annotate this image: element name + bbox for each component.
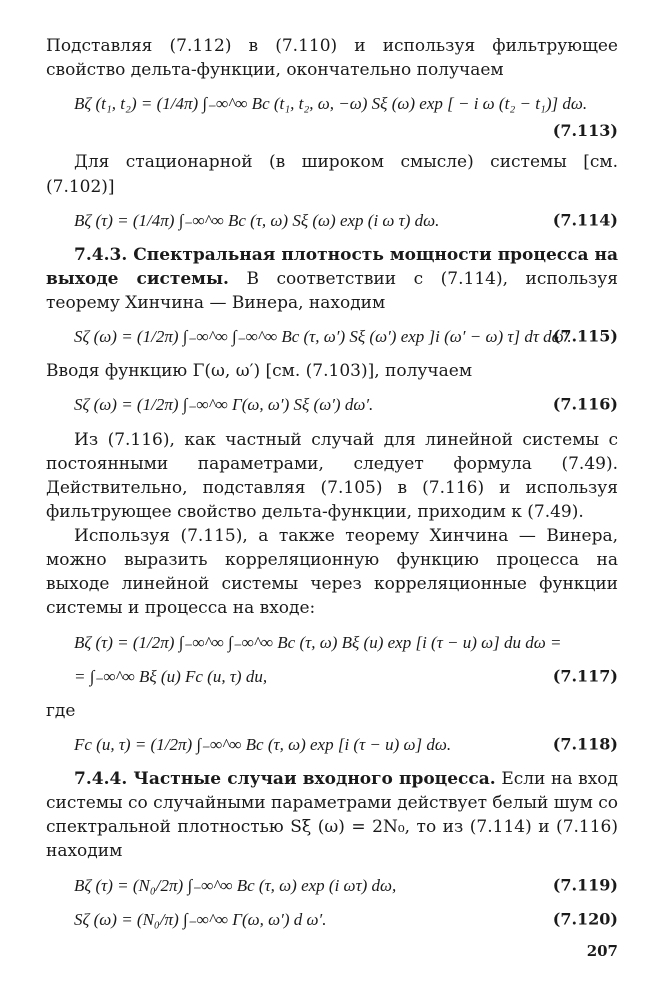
equation-7-120-number: (7.120): [552, 909, 618, 929]
paragraph-correlation: Используя (7.115), а также теорему Хинчина — Винера, можно выразить корреляционную функцию процесса на выходе линейной системы через корреляционные функции системы и процесса на входе:: [46, 526, 618, 619]
equation-7-118-formula: Fc (u, τ) = (1/2π) ∫₋∞^∞ Bc (τ, ω) exp [i (τ − u) ω] dω.: [74, 734, 452, 754]
equation-7-117-line2: [46, 665, 618, 689]
equation-7-114-formula: Bζ (τ) = (1/4π) ∫₋∞^∞ Bc (τ, ω) Sξ (ω) exp (i ω τ) dω.: [74, 210, 440, 230]
equation-7-115: [46, 325, 618, 349]
paragraph-intro: Подставляя (7.112) в (7.110) и используя фильтрующее свойство дельта-функции, окончательно получаем: [46, 36, 618, 81]
equation-7-116-number: (7.116): [552, 395, 618, 415]
equation-7-118-number: (7.118): [552, 734, 618, 754]
section-7-4-3: [46, 243, 618, 315]
equation-7-116: [46, 393, 618, 417]
equation-7-113-number: (7.113): [552, 120, 618, 140]
equation-7-117-line1: [46, 631, 618, 655]
section-7-4-3-text: В соответствии с (7.114), используя теорему Хинчина — Винера, находим: [46, 268, 619, 313]
equation-7-114: [46, 209, 618, 233]
paragraph-stationary: Для стационарной (в широком смысле) системы [см. (7.102)]: [46, 152, 618, 197]
section-7-4-3-title: 7.4.3. Спектральная плотность мощности процесса на выходе системы.: [46, 244, 618, 289]
section-7-4-4: [46, 767, 618, 864]
equation-7-120: [46, 908, 618, 932]
equation-7-113-formula: Bζ (t₁, t₂) = (1/4π) ∫₋∞^∞ Bc (t₁, t₂, ω, −ω) Sξ (ω) exp [ − i ω (t₂ − t₁)] dω.: [74, 94, 588, 114]
equation-7-117-formula-2: = ∫₋∞^∞ Bξ (u) Fc (u, τ) du,: [74, 666, 268, 686]
section-7-4-4-text: Если на вход системы со случайными параметрами действует белый шум со спектральной плотностью Sξ (ω) = 2N₀, то из (7.114) и (7.116) находим: [46, 769, 618, 862]
paragraph-special-case: Из (7.116), как частный случай для линейной системы с постоянными параметрами, следует формула (7.49). Действительно, подставляя (7.105) в (7.116) и используя фильтрующее свойство дельта-функции, приходим к (7.49).: [46, 429, 618, 522]
equation-7-115-formula: Sζ (ω) = (1/2π) ∫₋∞^∞ ∫₋∞^∞ Bc (τ, ω′) Sξ (ω′) exp ]i (ω′ − ω) τ] dτ dω′.: [74, 327, 572, 347]
equation-7-115-number: (7.115): [552, 326, 618, 346]
equation-7-117-number: (7.117): [552, 666, 618, 686]
equation-7-120-formula: Sζ (ω) = (N₀/π) ∫₋∞^∞ Γ(ω, ω′) d ω′.: [74, 909, 327, 929]
equation-7-114-number: (7.114): [552, 210, 618, 230]
equation-7-113: [46, 92, 618, 140]
page-number: 207: [586, 941, 618, 960]
equation-7-117-formula-1: Bζ (τ) = (1/2π) ∫₋∞^∞ ∫₋∞^∞ Bc (τ, ω) Bξ (u) exp [i (τ − u) ω] du dω =: [74, 632, 562, 652]
equation-7-119-number: (7.119): [552, 875, 618, 895]
equation-7-119: [46, 874, 618, 898]
equation-7-118: [46, 733, 618, 757]
equation-7-116-formula: Sζ (ω) = (1/2π) ∫₋∞^∞ Γ(ω, ω′) Sξ (ω′) dω′.: [74, 395, 374, 415]
paragraph-gamma: Вводя функцию Γ(ω, ω′) [см. (7.103)], получаем: [46, 361, 473, 382]
section-7-4-4-title: 7.4.4. Частные случаи входного процесса.: [74, 769, 496, 789]
equation-7-119-formula: Bζ (τ) = (N₀/2π) ∫₋∞^∞ Bc (τ, ω) exp (i ωτ) dω,: [74, 875, 397, 895]
paragraph-where: где: [46, 700, 76, 721]
